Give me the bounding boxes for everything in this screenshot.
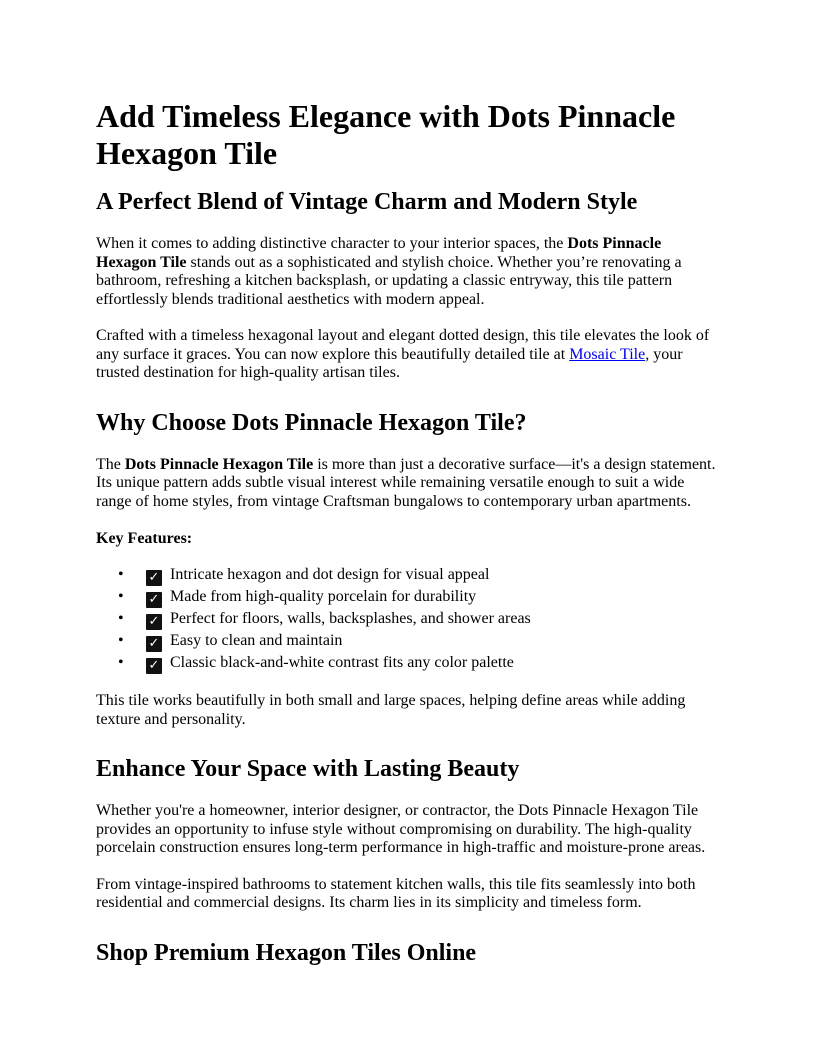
- section-heading-enhance: Enhance Your Space with Lasting Beauty: [96, 756, 520, 782]
- intro-paragraph: [96, 235, 720, 309]
- intro-text-end: stands out as a sophisticated and stylish choice. Whether you’re renovating a bathroom, refreshing a kitchen backsplash, or updating a classic entryway, this tile pattern effortlessly blends traditional aesthetics with modern appeal.: [96, 253, 682, 308]
- check-mark-icon: ✓: [146, 614, 162, 630]
- feature-text: Easy to clean and maintain: [170, 632, 343, 649]
- page-title: Add Timeless Elegance with Dots Pinnacle Hexagon Tile: [96, 98, 676, 171]
- list-item: [96, 630, 720, 652]
- list-item: [96, 586, 720, 608]
- section-heading-shop: Shop Premium Hexagon Tiles Online: [96, 939, 477, 966]
- feature-list: [96, 564, 720, 674]
- feature-text: Made from high-quality porcelain for durability: [170, 588, 477, 605]
- section-heading-why: Why Choose Dots Pinnacle Hexagon Tile?: [96, 409, 527, 436]
- section-heading-blend: A Perfect Blend of Vintage Charm and Modern Style: [96, 189, 638, 215]
- vintage-paragraph: From vintage-inspired bathrooms to statement kitchen walls, this tile fits seamlessly into both residential and commercial designs. Its charm lies in its simplicity and timeless form.: [96, 875, 696, 911]
- list-item: [96, 652, 720, 674]
- crafted-text-start: Crafted with a timeless hexagonal layout and elegant dotted design, this tile elevates the look of any surface it graces. You can now explore this beautifully detailed tile at: [96, 327, 710, 363]
- bullet-icon: •: [118, 632, 124, 649]
- check-mark-icon: ✓: [146, 570, 162, 586]
- feature-text: Classic black-and-white contrast fits any color palette: [170, 654, 514, 671]
- intro-text-start: When it comes to adding distinctive character to your interior spaces, the: [96, 235, 568, 252]
- check-mark-icon: ✓: [146, 636, 162, 652]
- spaces-paragraph: This tile works beautifully in both small and large spaces, helping define areas while adding texture and personality.: [96, 692, 686, 728]
- crafted-text-end: , your trusted destination for high-quality artisan tiles.: [96, 345, 683, 381]
- check-mark-icon: ✓: [146, 658, 162, 674]
- document-page: [96, 98, 720, 986]
- why-text-end: is more than just a decorative surface—it's a design statement. Its unique pattern adds subtle visual interest while remaining versatile enough to suit a wide range of home styles, from vintage Craftsman bungalows to contemporary urban apartments.: [96, 455, 716, 510]
- crafted-paragraph: [96, 327, 720, 383]
- bullet-icon: •: [118, 566, 124, 583]
- homeowner-paragraph: Whether you're a homeowner, interior designer, or contractor, the Dots Pinnacle Hexagon Tile provides an opportunity to infuse style without compromising on durability. The high-quality porcelain construction ensures long-term performance in high-traffic and moisture-prone areas.: [96, 802, 706, 856]
- mosaic-tile-link[interactable]: Mosaic Tile: [569, 345, 646, 363]
- feature-text: Perfect for floors, walls, backsplashes, and shower areas: [170, 610, 531, 627]
- why-paragraph: [96, 456, 720, 512]
- bullet-icon: •: [118, 588, 124, 605]
- intro-product-name: Dots Pinnacle Hexagon Tile: [96, 235, 662, 271]
- list-item: [96, 564, 720, 586]
- check-mark-icon: ✓: [146, 592, 162, 608]
- bullet-icon: •: [118, 610, 124, 627]
- why-product-name: Dots Pinnacle Hexagon Tile: [124, 455, 314, 473]
- bullet-icon: •: [118, 654, 124, 671]
- list-item: [96, 608, 720, 630]
- feature-text: Intricate hexagon and dot design for visual appeal: [170, 566, 490, 583]
- key-features-heading: Key Features:: [96, 530, 193, 547]
- why-text-start: The: [96, 455, 125, 473]
